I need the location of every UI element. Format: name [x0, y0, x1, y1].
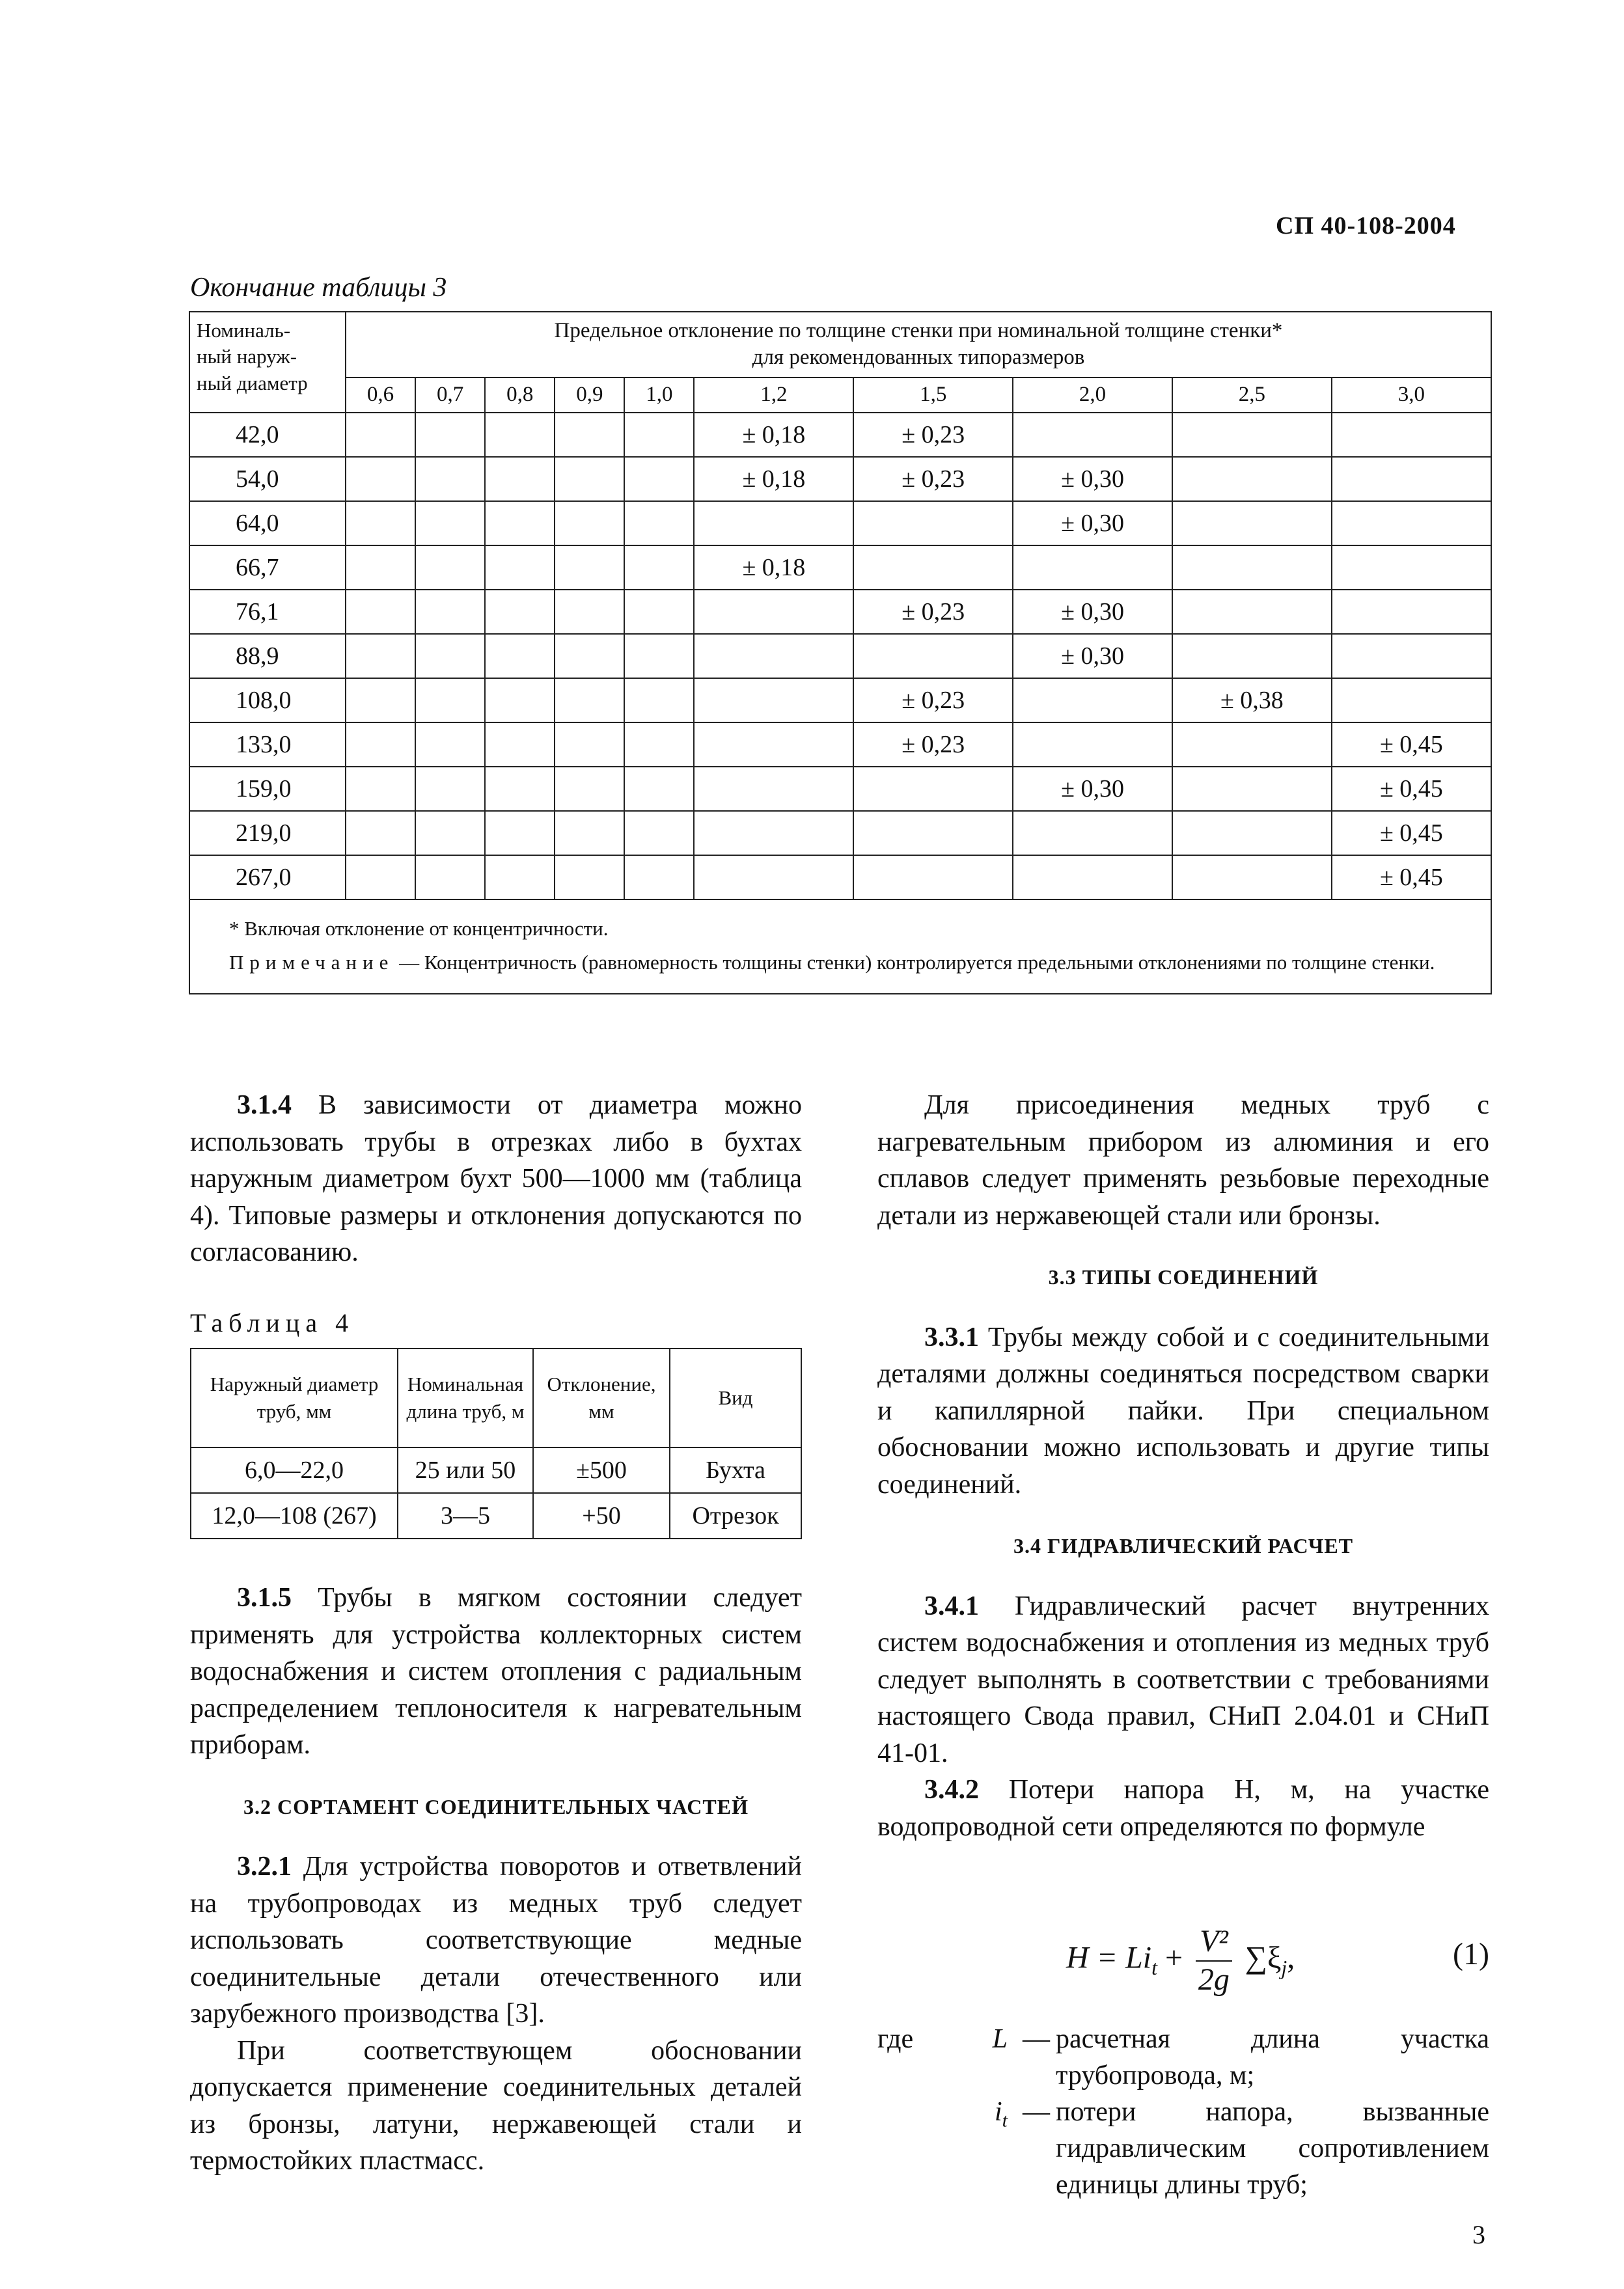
formula-number: (1) — [1453, 1937, 1489, 1971]
deviation-cell — [555, 811, 624, 855]
deviation-cell: ± 0,45 — [1332, 855, 1491, 899]
deviation-cell: ± 0,30 — [1013, 767, 1172, 811]
deviation-cell — [555, 545, 624, 590]
deviation-cell — [624, 413, 694, 457]
thickness-header-cell: 1,5 — [853, 377, 1013, 413]
deviation-cell — [415, 767, 485, 811]
table-row — [191, 1447, 801, 1493]
table4-cell: 3—5 — [398, 1493, 533, 1539]
table4-cell: 6,0—22,0 — [191, 1447, 398, 1493]
deviation-cell — [346, 678, 415, 722]
thickness-header-row — [189, 377, 1491, 413]
deviation-cell — [1332, 634, 1491, 678]
deviation-cell: ± 0,30 — [1013, 501, 1172, 545]
formula-legend — [877, 2021, 1489, 2203]
diameter-cell: 76,1 — [189, 590, 346, 634]
paragraph-3-4-2: 3.4.2 Потери напора H, м, на участке водопроводной сети определяются по формуле — [877, 1775, 1489, 1842]
table4-header-cell: Номинальная длина труб, м — [398, 1349, 533, 1447]
deviation-cell — [415, 855, 485, 899]
deviation-cell — [1172, 634, 1332, 678]
deviation-cell — [1013, 722, 1172, 767]
deviation-cell — [555, 590, 624, 634]
deviation-cell — [1172, 855, 1332, 899]
deviation-cell — [346, 811, 415, 855]
deviation-header: Предельное отклонение по толщине стенки при номинальной толщине стенки* для рекомендованных типоразмеров — [346, 312, 1491, 377]
deviation-cell — [346, 855, 415, 899]
deviation-cell — [1332, 545, 1491, 590]
deviation-cell — [485, 457, 555, 501]
deviation-cell — [415, 590, 485, 634]
deviation-cell — [555, 457, 624, 501]
deviation-cell — [415, 811, 485, 855]
deviation-cell: ± 0,23 — [853, 678, 1013, 722]
deviation-cell — [346, 501, 415, 545]
deviation-cell — [624, 634, 694, 678]
deviation-cell — [346, 457, 415, 501]
deviation-cell — [624, 545, 694, 590]
deviation-cell — [1332, 501, 1491, 545]
deviation-cell — [1172, 811, 1332, 855]
deviation-cell — [694, 501, 853, 545]
deviation-cell — [485, 545, 555, 590]
deviation-cell: ± 0,30 — [1013, 634, 1172, 678]
deviation-cell — [1013, 413, 1172, 457]
diameter-cell: 88,9 — [189, 634, 346, 678]
right-column — [877, 1087, 1489, 2203]
deviation-cell — [415, 722, 485, 767]
deviation-cell — [1013, 545, 1172, 590]
deviation-cell — [415, 501, 485, 545]
table4-caption: Таблица 4 — [190, 1308, 355, 1337]
deviation-cell: ± 0,18 — [694, 545, 853, 590]
deviation-cell — [1332, 678, 1491, 722]
deviation-cell — [853, 545, 1013, 590]
deviation-cell — [1332, 413, 1491, 457]
thickness-header-cell: 0,9 — [555, 377, 624, 413]
deviation-cell — [485, 678, 555, 722]
deviation-cell: ± 0,30 — [1013, 457, 1172, 501]
deviation-cell: ± 0,18 — [694, 413, 853, 457]
deviation-cell — [415, 457, 485, 501]
deviation-cell — [1172, 457, 1332, 501]
diameter-header: Номиналь- ный наруж- ный диаметр — [189, 312, 346, 413]
deviation-cell — [485, 722, 555, 767]
table-row — [189, 767, 1491, 811]
deviation-cell — [485, 855, 555, 899]
table-row — [191, 1493, 801, 1539]
deviation-cell — [346, 413, 415, 457]
deviation-cell — [1332, 590, 1491, 634]
table-row — [189, 722, 1491, 767]
deviation-cell — [415, 634, 485, 678]
thickness-header-cell: 2,5 — [1172, 377, 1332, 413]
thickness-header-cell: 2,0 — [1013, 377, 1172, 413]
left-column — [190, 1087, 802, 2180]
deviation-cell: ± 0,45 — [1332, 722, 1491, 767]
deviation-cell — [1172, 767, 1332, 811]
deviation-cell — [346, 722, 415, 767]
page-number: 3 — [1472, 2220, 1485, 2249]
legend-item: где L — расчетная длина участка трубопровода, м; — [877, 2024, 1489, 2090]
diameter-cell: 54,0 — [189, 457, 346, 501]
table4-cell: Бухта — [670, 1447, 801, 1493]
deviation-cell — [1332, 457, 1491, 501]
diameter-cell: 66,7 — [189, 545, 346, 590]
deviation-cell — [555, 855, 624, 899]
table-row — [189, 855, 1491, 899]
table-row — [189, 413, 1491, 457]
deviation-cell — [485, 811, 555, 855]
deviation-cell — [624, 678, 694, 722]
deviation-cell: ± 0,45 — [1332, 811, 1491, 855]
deviation-cell — [694, 722, 853, 767]
deviation-cell — [694, 590, 853, 634]
thickness-header-cell: 1,0 — [624, 377, 694, 413]
deviation-cell — [415, 413, 485, 457]
deviation-cell — [853, 811, 1013, 855]
deviation-cell — [694, 855, 853, 899]
thickness-header-cell: 0,8 — [485, 377, 555, 413]
table-row — [189, 501, 1491, 545]
deviation-cell — [485, 767, 555, 811]
table4-cell: ±500 — [533, 1447, 670, 1493]
deviation-cell — [555, 634, 624, 678]
thickness-header-cell: 1,2 — [694, 377, 853, 413]
paragraph-3-2-1-continued: При соответствующем обосновании допускается применение соединительных деталей из бронзы, латуни, нержавеющей стали и термостойких пластмасс. — [190, 2035, 802, 2176]
table4-header-cell: Отклонение, мм — [533, 1349, 670, 1447]
deviation-cell — [555, 413, 624, 457]
section-3-2-title: 3.2 СОРТАМЕНТ СОЕДИНИТЕЛЬНЫХ ЧАСТЕЙ — [243, 1794, 749, 1818]
deviation-cell — [624, 855, 694, 899]
table4 — [190, 1348, 802, 1539]
paragraph-3-1-5: 3.1.5 Трубы в мягком состоянии следует применять для устройства коллекторных систем водоснабжения и систем отопления с радиальным распределением теплоносителя к нагревательным приборам. — [190, 1583, 802, 1760]
deviation-cell — [415, 545, 485, 590]
deviation-cell — [485, 590, 555, 634]
table3-notes — [189, 899, 1491, 994]
paragraph-intro: Для присоединения медных труб с нагревательным прибором из алюминия и его сплавов следует применять резьбовые переходные детали из нержавеющей стали или бронзы. — [877, 1090, 1489, 1231]
deviation-cell — [1172, 545, 1332, 590]
deviation-cell — [346, 590, 415, 634]
table4-cell: Отрезок — [670, 1493, 801, 1539]
deviation-cell — [555, 501, 624, 545]
deviation-cell: ± 0,23 — [853, 413, 1013, 457]
diameter-cell: 133,0 — [189, 722, 346, 767]
section-3-4-title: 3.4 ГИДРАВЛИЧЕСКИЙ РАСЧЕТ — [1013, 1534, 1354, 1557]
deviation-cell — [853, 767, 1013, 811]
deviation-cell — [346, 545, 415, 590]
deviation-cell: ± 0,23 — [853, 590, 1013, 634]
table3-caption: Окончание таблицы 3 — [190, 273, 447, 303]
deviation-cell — [1172, 413, 1332, 457]
table4-cell: +50 — [533, 1493, 670, 1539]
deviation-cell — [1172, 590, 1332, 634]
deviation-cell — [694, 767, 853, 811]
deviation-cell — [555, 767, 624, 811]
thickness-header-cell: 3,0 — [1332, 377, 1491, 413]
deviation-cell — [485, 501, 555, 545]
deviation-cell: ± 0,45 — [1332, 767, 1491, 811]
deviation-cell — [624, 811, 694, 855]
deviation-cell — [853, 501, 1013, 545]
deviation-cell — [555, 678, 624, 722]
paragraph-3-2-1: 3.2.1 Для устройства поворотов и ответвлений на трубопроводах из медных труб следует использовать соответствующие медные соединительные детали отечественного или зарубежного производства [3]. — [190, 1852, 802, 2029]
deviation-cell: ± 0,38 — [1172, 678, 1332, 722]
deviation-cell — [346, 767, 415, 811]
deviation-cell: ± 0,23 — [853, 722, 1013, 767]
formula-fraction: $\frac{\text{V²}}{2g}$ — [1196, 1923, 1232, 1998]
deviation-cell — [624, 457, 694, 501]
table-row — [189, 811, 1491, 855]
deviation-cell — [624, 722, 694, 767]
deviation-cell — [1172, 501, 1332, 545]
table-row — [189, 590, 1491, 634]
diameter-cell: 159,0 — [189, 767, 346, 811]
document-code: СП 40-108-2004 — [1276, 212, 1456, 240]
deviation-cell — [1172, 722, 1332, 767]
deviation-cell — [694, 678, 853, 722]
table-row — [189, 457, 1491, 501]
deviation-cell — [346, 634, 415, 678]
deviation-cell: ± 0,18 — [694, 457, 853, 501]
legend-item: $i_t$ — потери напора, вызванные гидравлическим сопротивлением единицы длины труб; — [994, 2097, 1489, 2200]
deviation-cell — [853, 634, 1013, 678]
deviation-cell — [624, 590, 694, 634]
table4-header-cell: Наружный диаметр труб, мм — [191, 1349, 398, 1447]
diameter-cell: 267,0 — [189, 855, 346, 899]
deviation-cell — [694, 811, 853, 855]
table-row — [189, 545, 1491, 590]
formula-1 — [877, 1871, 1489, 2001]
diameter-cell: 108,0 — [189, 678, 346, 722]
deviation-cell — [415, 678, 485, 722]
table4-cell: 12,0—108 (267) — [191, 1493, 398, 1539]
deviation-cell — [1013, 678, 1172, 722]
deviation-cell — [485, 634, 555, 678]
thickness-header-cell: 0,7 — [415, 377, 485, 413]
paragraph-3-4-1: 3.4.1 Гидравлический расчет внутренних систем водоснабжения и отопления из медных труб следует выполнять в соответствии с требованиями настоящего Свода правил, СНиП 2.04.01 и СНиП 41-01. — [877, 1591, 1489, 1768]
table-row — [189, 634, 1491, 678]
table3-footnote: * Включая отклонение от концентричности. — [229, 916, 609, 940]
formula-expression: $H = Li_t$ + $\frac{\text{V²}}{2g}$ $\sum\xi_j$, — [1066, 1923, 1295, 1998]
paragraph-3-1-4: 3.1.4 В зависимости от диаметра можно использовать трубы в отрезках либо в бухтах наружным диаметром бухт 500—1000 мм (таблица 4). Типовые размеры и отклонения допускаются по согласованию. — [190, 1090, 802, 1267]
deviation-cell — [624, 501, 694, 545]
table-row — [189, 678, 1491, 722]
diameter-cell: 64,0 — [189, 501, 346, 545]
deviation-cell — [485, 413, 555, 457]
deviation-cell — [555, 722, 624, 767]
table3 — [189, 311, 1492, 994]
table3-note: Примечание — Концентричность (равномерность толщины стенки) контролируется предельными отклонениями по толщине стенки. — [229, 951, 1435, 974]
paragraph-3-3-1: 3.3.1 Трубы между собой и с соединительными деталями должны соединяться посредством сварки и капиллярной пайки. При специальном обосновании можно использовать и другие типы соединений. — [877, 1322, 1489, 1500]
deviation-cell — [1013, 811, 1172, 855]
section-3-3-title: 3.3 ТИПЫ СОЕДИНЕНИЙ — [1048, 1265, 1319, 1289]
deviation-cell: ± 0,30 — [1013, 590, 1172, 634]
diameter-cell: 42,0 — [189, 413, 346, 457]
table4-header-cell: Вид — [670, 1349, 801, 1447]
diameter-cell: 219,0 — [189, 811, 346, 855]
deviation-cell: ± 0,23 — [853, 457, 1013, 501]
table4-cell: 25 или 50 — [398, 1447, 533, 1493]
deviation-cell — [1013, 855, 1172, 899]
deviation-cell — [853, 855, 1013, 899]
deviation-cell — [694, 634, 853, 678]
thickness-header-cell: 0,6 — [346, 377, 415, 413]
deviation-cell — [624, 767, 694, 811]
